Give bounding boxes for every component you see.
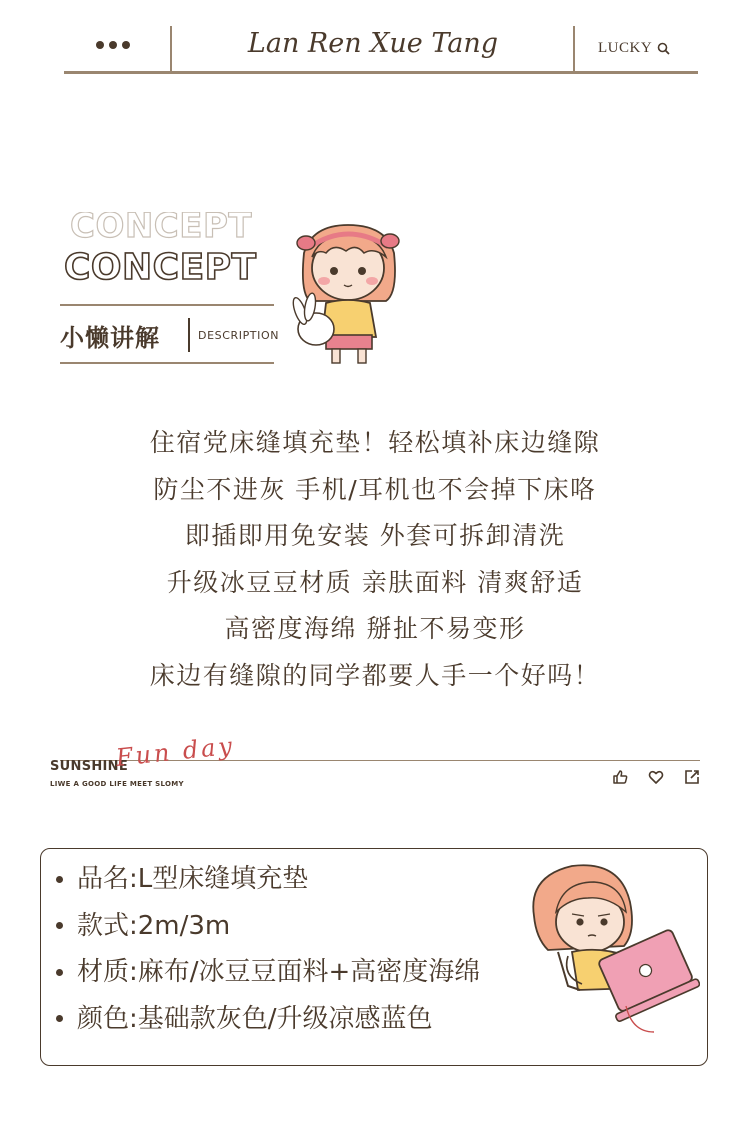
search-icon	[657, 42, 670, 55]
description-line: 即插即用免安装 外套可拆卸清洗	[184, 521, 566, 550]
search-button[interactable]	[598, 40, 670, 57]
spec-list	[56, 856, 480, 1042]
concept-rule-top	[60, 304, 274, 306]
description-block	[0, 420, 750, 699]
spec-item	[56, 903, 480, 950]
bullet-icon	[56, 1015, 63, 1022]
concept-cn-title: 小懒讲解	[60, 324, 160, 352]
brand-title: Lan Ren Xue Tang	[247, 28, 499, 59]
header-divider-left	[170, 26, 172, 71]
sunshine-actions	[612, 769, 702, 787]
description-line: 高密度海绵 掰扯不易变形	[224, 614, 526, 643]
thumbs-up-icon[interactable]	[612, 769, 630, 787]
bullet-icon	[56, 876, 63, 883]
spec-item	[56, 856, 480, 903]
concept-shadow-text: CONCEPT	[70, 212, 253, 246]
description-line: 升级冰豆豆材质 亲肤面料 清爽舒适	[166, 567, 584, 597]
bullet-icon	[56, 922, 63, 929]
concept-shadow-word	[70, 212, 252, 248]
girl-with-bunny-illustration	[286, 213, 416, 371]
spec-text: 颜色:基础款灰色/升级凉感蓝色	[77, 1003, 433, 1034]
concept-rule-bottom	[60, 362, 274, 364]
spec-text: 款式:2m/3m	[77, 910, 231, 941]
description-line: 住宿党床缝填充垫！轻松填补床边缝隙	[149, 428, 601, 457]
concept-title: CONCEPT	[64, 247, 257, 288]
heart-icon[interactable]	[648, 769, 666, 787]
concept-en-subtitle: DESCRIPTION	[198, 329, 280, 342]
menu-dots-icon[interactable]	[96, 41, 130, 49]
share-icon[interactable]	[684, 769, 702, 787]
search-label: LUCKY	[598, 40, 653, 56]
concept-divider	[188, 318, 190, 352]
spec-text: 品名:L型床缝填充垫	[77, 864, 309, 894]
sunshine-script: Fun day	[114, 731, 237, 772]
spec-item	[56, 996, 480, 1043]
girl-with-laptop-illustration	[528, 856, 700, 1040]
description-line: 床边有缝隙的同学都要人手一个好吗！	[149, 660, 601, 690]
sunshine-word: SUNSHINE	[50, 759, 129, 774]
bullet-icon	[56, 969, 63, 976]
spec-text: 材质:麻布/冰豆豆面料+高密度海绵	[77, 957, 481, 987]
description-line: 防尘不进灰 手机/耳机也不会掉下床咯	[153, 474, 597, 504]
sunshine-tagline: LIWE A GOOD LIFE MEET SLOMY	[50, 780, 184, 788]
spec-item	[56, 949, 480, 996]
header-divider-right	[573, 26, 575, 71]
header-rule	[64, 71, 698, 74]
